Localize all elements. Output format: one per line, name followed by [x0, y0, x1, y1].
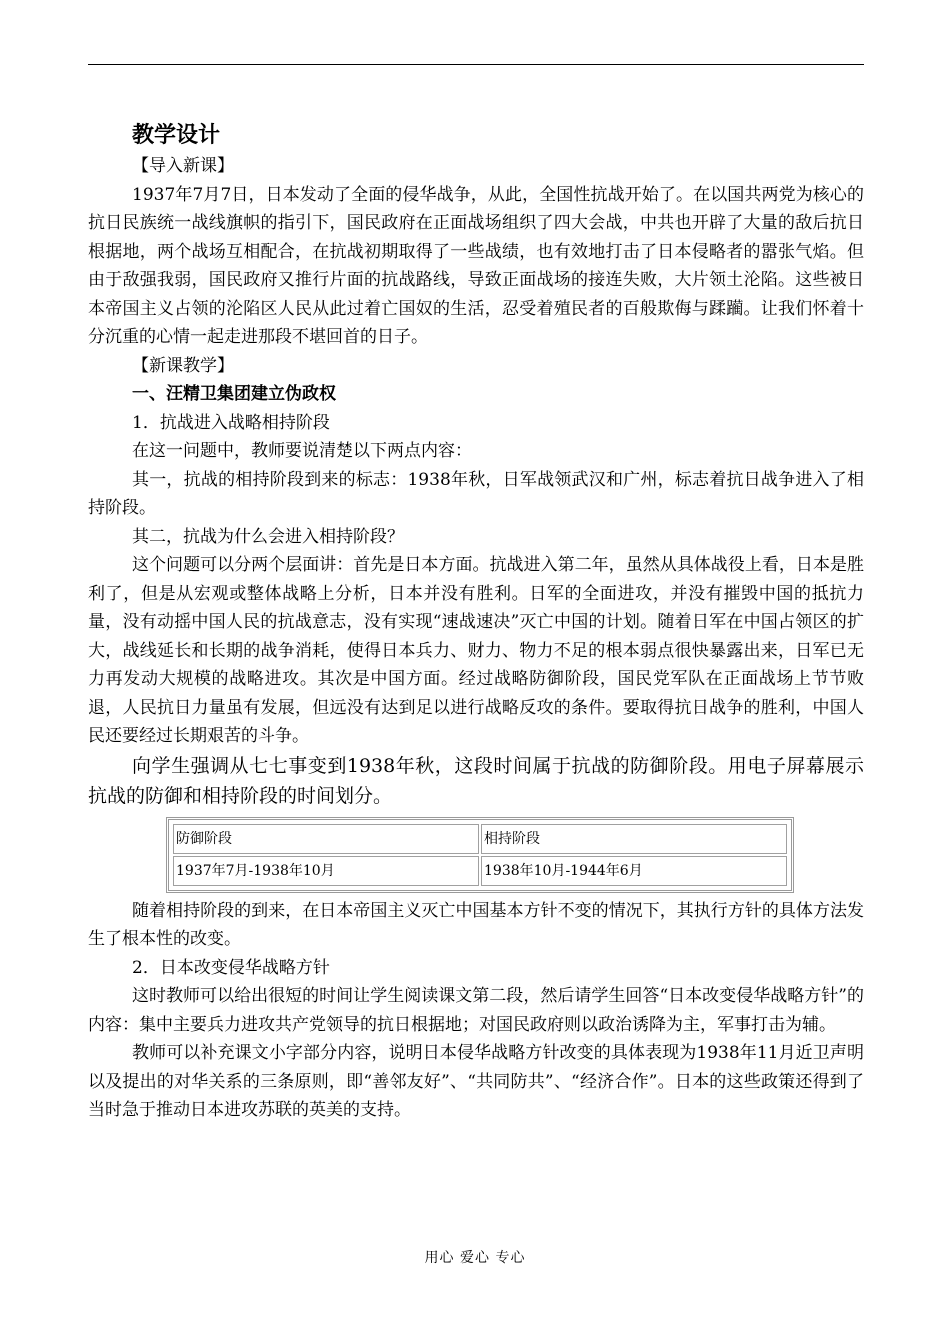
table-cell: 1938年10月-1944年6月	[481, 856, 787, 886]
section-heading-1: 一、汪精卫集团建立伪政权	[132, 384, 336, 404]
paragraph-8: 教师可以补充课文小字部分内容，说明日本侵华战略方针改变的具体表现为1938年11月近卫声明以及提出的对华关系的三条原则，即“善邻友好”、“共同防共”、“经济合作”。日本的这些政策还得到了当时急于推动日本进攻苏联的英美的支持。	[88, 1043, 864, 1120]
intro-paragraph: 1937年7月7日，日本发动了全面的侵华战争，从此，全国性抗战开始了。在以国共两党为核心的抗日民族统一战线旗帜的指引下，国民政府在正面战场组织了四大会战，中共也开辟了大量的敌后抗日根据地，两个战场互相配合，在抗战初期取得了一些战绩，也有效地打击了日本侵略者的嚣张气焰。但由于敌强我弱，国民政府又推行片面的抗战路线，导致正面战场的接连失败，大片领土沦陷。这些被日本帝国主义占领的沦陷区人民从此过着亡国奴的生活，忍受着殖民者的百般欺侮与蹂躏。让我们怀着十分沉重的心情一起走进那段不堪回首的日子。	[88, 184, 864, 347]
header-rule	[88, 64, 864, 65]
table-cell: 1937年7月-1938年10月	[173, 856, 479, 886]
paragraph-3: 其二，抗战为什么会进入相持阶段？	[132, 526, 404, 547]
table-cell: 防御阶段	[173, 824, 479, 854]
table-cell: 相持阶段	[481, 824, 787, 854]
document-title: 教学设计	[132, 122, 221, 148]
paragraph-5: 向学生强调从七七事变到1938年秋，这段时间属于抗战的防御阶段。用电子屏幕展示抗战的防御和相持阶段的时间划分。	[88, 754, 864, 807]
paragraph-1: 在这一问题中，教师要说清楚以下两点内容：	[132, 441, 472, 461]
stage-table	[166, 817, 794, 893]
new-lesson-heading: 【新课教学】	[132, 355, 234, 376]
paragraph-2: 其一，抗战的相持阶段到来的标志：1938年秋，日军战领武汉和广州，标志着抗日战争进入了相持阶段。	[88, 469, 864, 518]
paragraph-6: 随着相持阶段的到来，在日本帝国主义灭亡中国基本方针不变的情况下，其执行方针的具体方法发生了根本性的改变。	[88, 900, 864, 949]
paragraph-7: 这时教师可以给出很短的时间让学生阅读课文第二段，然后请学生回答“日本改变侵华战略方针”的内容：集中主要兵力进攻共产党领导的抗日根据地；对国民政府则以政治诱降为主，军事打击为辅。	[88, 986, 864, 1035]
table-row	[173, 856, 787, 886]
document-body	[88, 118, 864, 1125]
paragraph-4: 这个问题可以分两个层面讲：首先是日本方面。抗战进入第二年，虽然从具体战役上看，日本是胜利了，但是从宏观或整体战略上分析，日本并没有胜利。日军的全面进攻，并没有摧毁中国的抵抗力量，没有动摇中国人民的抗战意志，没有实现“速战速决”灭亡中国的计划。随着日军在中国占领区的扩大，战线延长和长期的战争消耗，使得日本兵力、财力、物力不足的根本弱点很快暴露出来，日军已无力再发动大规模的战略进攻。其次是中国方面。经过战略防御阶段，国民党军队在正面战场上节节败退，人民抗日力量虽有发展，但远没有达到足以进行战略反攻的条件。要取得抗日战争的胜利，中国人民还要经过长期艰苦的斗争。	[88, 555, 864, 746]
table-header-row	[173, 824, 787, 854]
subheading-1: 1．抗战进入战略相持阶段	[132, 412, 330, 433]
subheading-2: 2．日本改变侵华战略方针	[132, 957, 330, 978]
page-footer: 用心 爱心 专心	[424, 1250, 526, 1266]
intro-heading: 【导入新课】	[132, 156, 234, 176]
